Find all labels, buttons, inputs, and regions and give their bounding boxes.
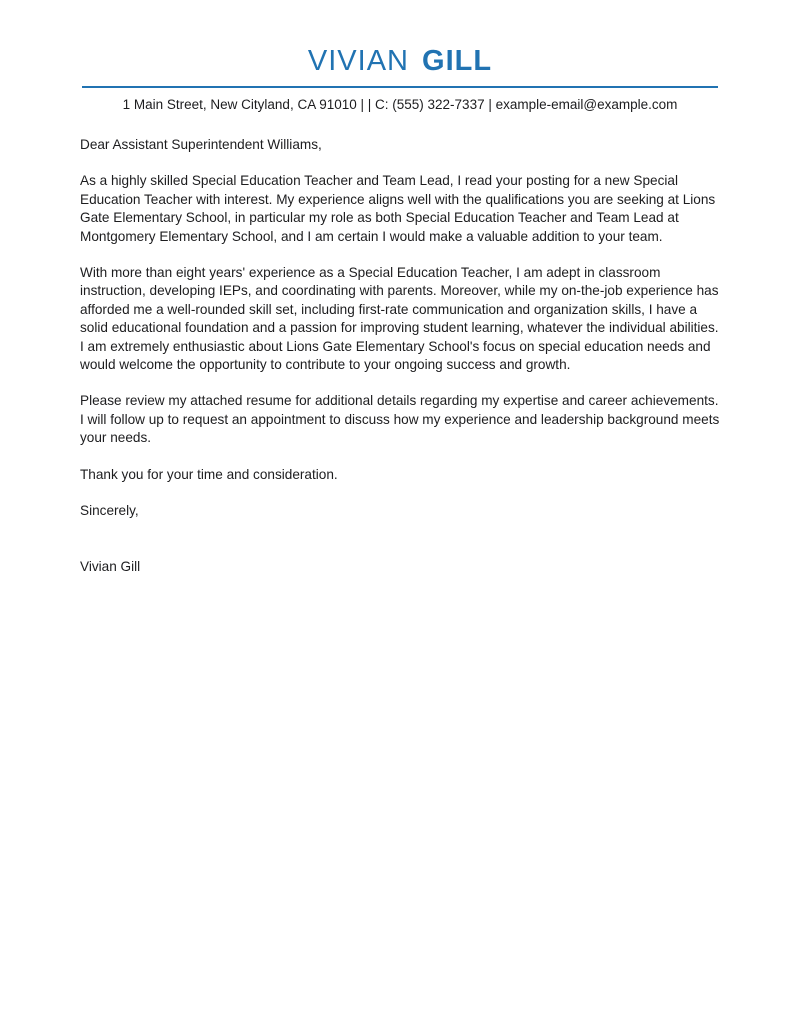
paragraph-follow-up: Please review my attached resume for additional details regarding my expertise and career achievements. I will follow up to request an appointment to discuss how my experience and leadership background meets your needs. [80,393,720,446]
signature-name: Vivian Gill [80,559,141,575]
salutation: Dear Assistant Superintendent Williams, [80,136,322,152]
letter-body [80,136,720,577]
letter-header [80,46,720,112]
contact-line: 1 Main Street, New Cityland, CA 91010 | | C: (555) 322-7337 | example-email@example.com [122,96,678,112]
candidate-name [80,46,720,78]
candidate-first-name: VIVIAN [307,45,409,77]
paragraph-experience: With more than eight years' experience as a Special Education Teacher, I am adept in classroom instruction, developing IEPs, and coordinating with parents. Moreover, while my on-the-job experience has afforded me a well-rounded skill set, including first-rate communication and organization skills, I have a solid educational foundation and a passion for improving student learning, whatever the individual abilities. I am extremely enthusiastic about Lions Gate Elementary School's focus on special education needs and would welcome the opportunity to contribute to your ongoing success and growth. [80,264,719,372]
header-divider [82,86,718,88]
closing-line: Sincerely, [80,502,139,518]
thanks-line: Thank you for your time and consideration. [80,466,338,482]
paragraph-intro: As a highly skilled Special Education Teacher and Team Lead, I read your posting for a new Special Education Teacher with interest. My experience aligns well with the qualifications you are seeking at Lions Gate Elementary School, in particular my role as both Special Education Teacher and Team Lead at Montgomery Elementary School, and I am certain I would make a valuable addition to your team. [80,173,716,244]
candidate-last-name: GILL [422,45,493,77]
